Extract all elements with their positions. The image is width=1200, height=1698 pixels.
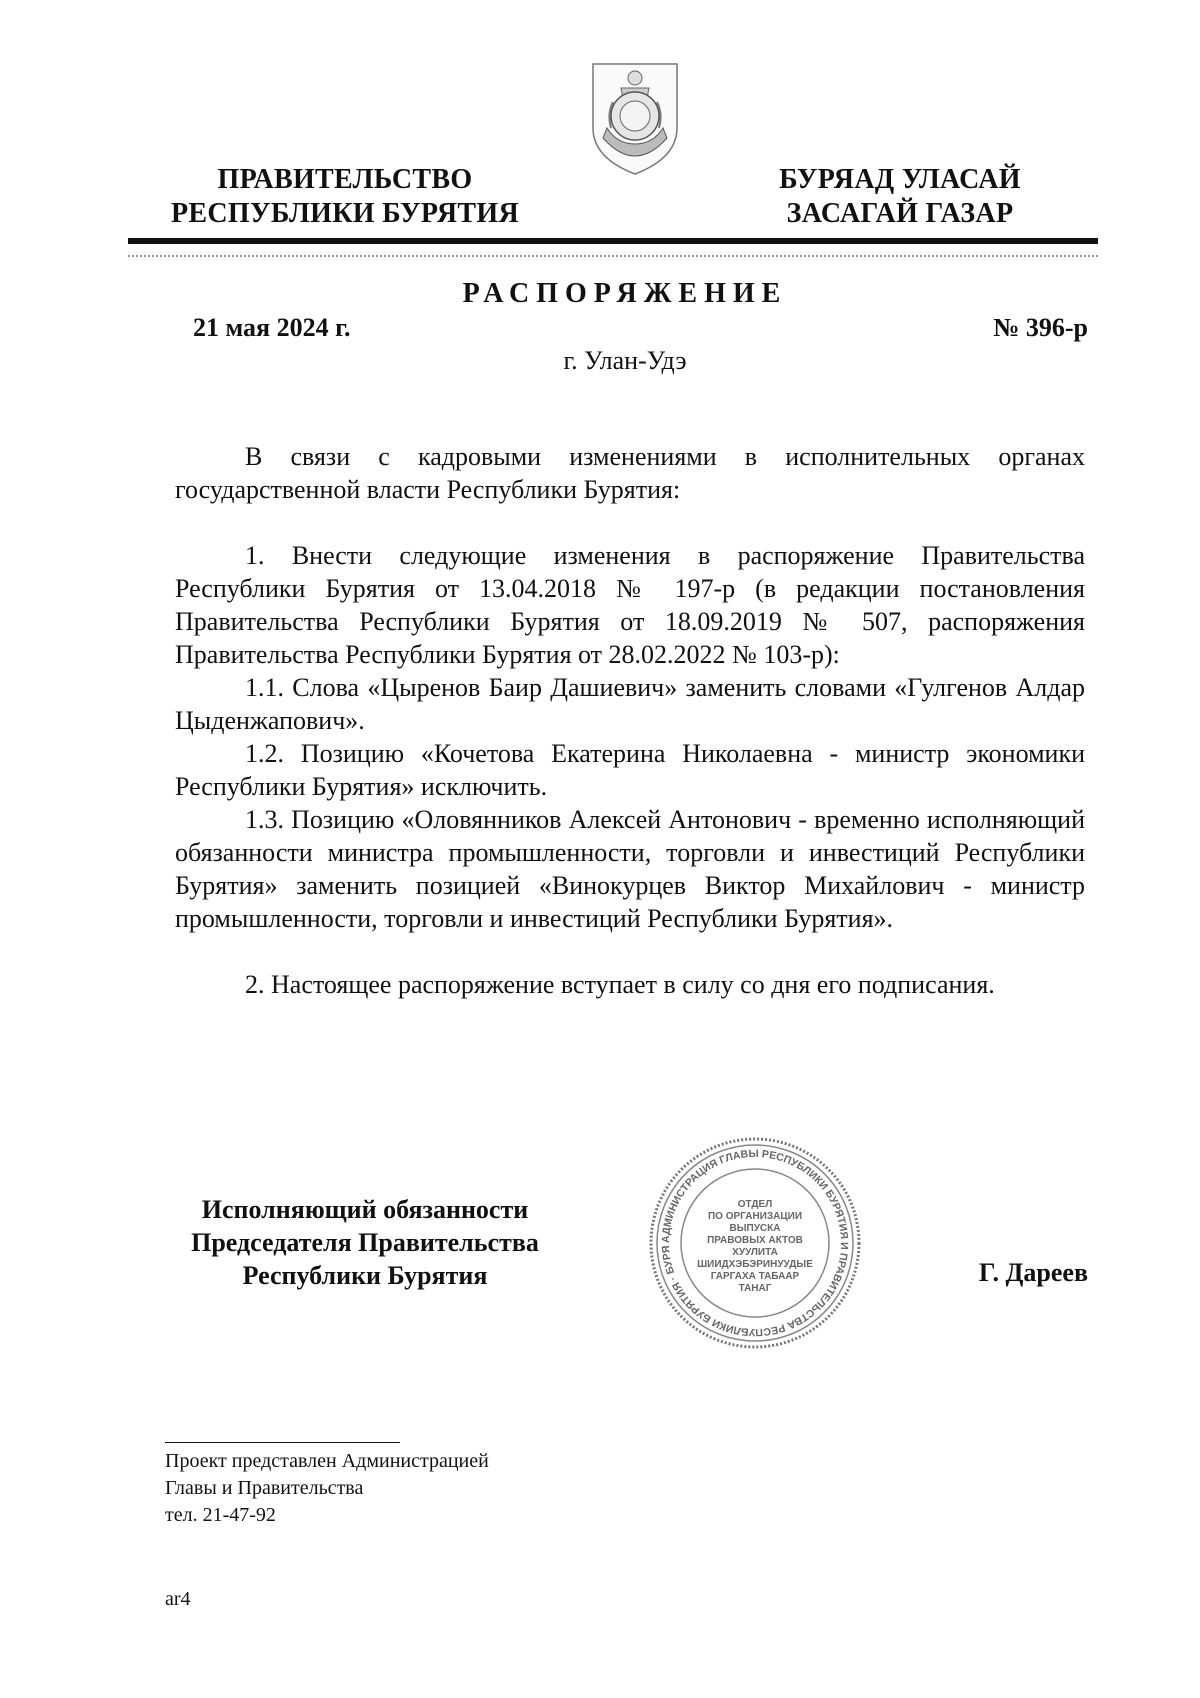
coat-of-arms-icon: [587, 58, 683, 178]
header-dotted-rule: [128, 255, 1098, 257]
seal-center-line: ШИИДХЭБЭРИНУУДЫЕ: [697, 1259, 813, 1270]
body-intro: В связи с кадровыми изменениями в исполнительных органах государственной власти Республики Бурятия:: [175, 442, 1085, 504]
document-number: № 396-р: [993, 313, 1088, 342]
seal-center-line: ХУУЛИТА: [732, 1247, 778, 1258]
header-left-line2: РЕСПУБЛИКИ БУРЯТИЯ: [171, 198, 519, 229]
document-date: 21 мая 2024 г.: [193, 313, 351, 342]
seal-ring-text: АДМИНИСТРАЦИЯ ГЛАВЫ РЕСПУБЛИКИ БУРЯТИЯ И ПРАВИТЕЛЬСТВА РЕСПУБЛИКИ БУРЯТИЯ · БУРЯ: [659, 1147, 851, 1339]
header-thick-rule: [128, 238, 1098, 244]
seal-center-line: ПО ОРГАНИЗАЦИИ: [707, 1211, 803, 1222]
footer-rule: [165, 1442, 400, 1443]
body-item-1-2: 1.2. Позицию «Кочетова Екатерина Николаевна - министр экономики Республики Бурятия» исключить.: [175, 739, 1085, 801]
footer-line1: Проект представлен Администрацией: [165, 1450, 489, 1472]
signatory-title-line1: Исполняющий обязанности: [201, 1195, 529, 1224]
body-item-1-3: 1.3. Позицию «Оловянников Алексей Антонович - временно исполняющий обязанности министра промышленности, торговли и инвестиций Республики Бурятия» заменить позицией «Винокурцев Виктор Михайлович - министр промышленности, торговли и инвестиций Республики Бурятия».: [175, 805, 1085, 933]
body-item-2: 2. Настоящее распоряжение вступает в силу со дня его подписания.: [245, 970, 995, 999]
signatory-name: Г. Дареев: [978, 1258, 1088, 1287]
header-left-line1: ПРАВИТЕЛЬСТВО: [217, 164, 473, 195]
seal-center-line: ГАРГАХА ТАБААР: [710, 1271, 800, 1282]
body-item-1: 1. Внести следующие изменения в распоряжение Правительства Республики Бурятия от 13.04.2018 № 197-р (в редакции постановления Правительства Республики Бурятия от 18.09.2019 № 507, распоряжения Правительства Республики Бурятия от 28.02.2022 № 103-р):: [175, 541, 1085, 669]
document-city: г. Улан-Удэ: [563, 346, 687, 375]
header-right-line2: ЗАСАГАЙ ГАЗАР: [786, 198, 1014, 229]
signatory-title-line2: Председателя Правительства: [191, 1228, 539, 1257]
document-body: [175, 440, 1085, 1001]
document-type-title: РАСПОРЯЖЕНИЕ: [462, 278, 788, 309]
signatory-title-line3: Республики Бурятия: [242, 1261, 488, 1290]
header-right-line1: БУРЯАД УЛАСАЙ: [779, 164, 1021, 195]
footer-line2: Главы и Правительства: [165, 1477, 364, 1499]
seal-center-line: ОТДЕЛ: [737, 1199, 773, 1210]
footer-code: ar4: [165, 1588, 191, 1610]
body-item-1-1: 1.1. Слова «Цыренов Баир Дашиевич» заменить словами «Гулгенов Алдар Цыденжапович».: [175, 673, 1085, 735]
seal-center-line: ПРАВОВЫХ АКТОВ: [707, 1235, 803, 1246]
header-left-block: [150, 163, 540, 231]
signatory-title: [165, 1193, 565, 1292]
official-seal-icon: [645, 1133, 865, 1353]
footer-note: [165, 1448, 489, 1529]
header-right-block: [755, 163, 1045, 231]
seal-center-line: ВЫПУСКА: [729, 1223, 781, 1234]
seal-center-line: ТАНАГ: [738, 1283, 772, 1294]
footer-phone: тел. 21-47-92: [165, 1504, 276, 1526]
